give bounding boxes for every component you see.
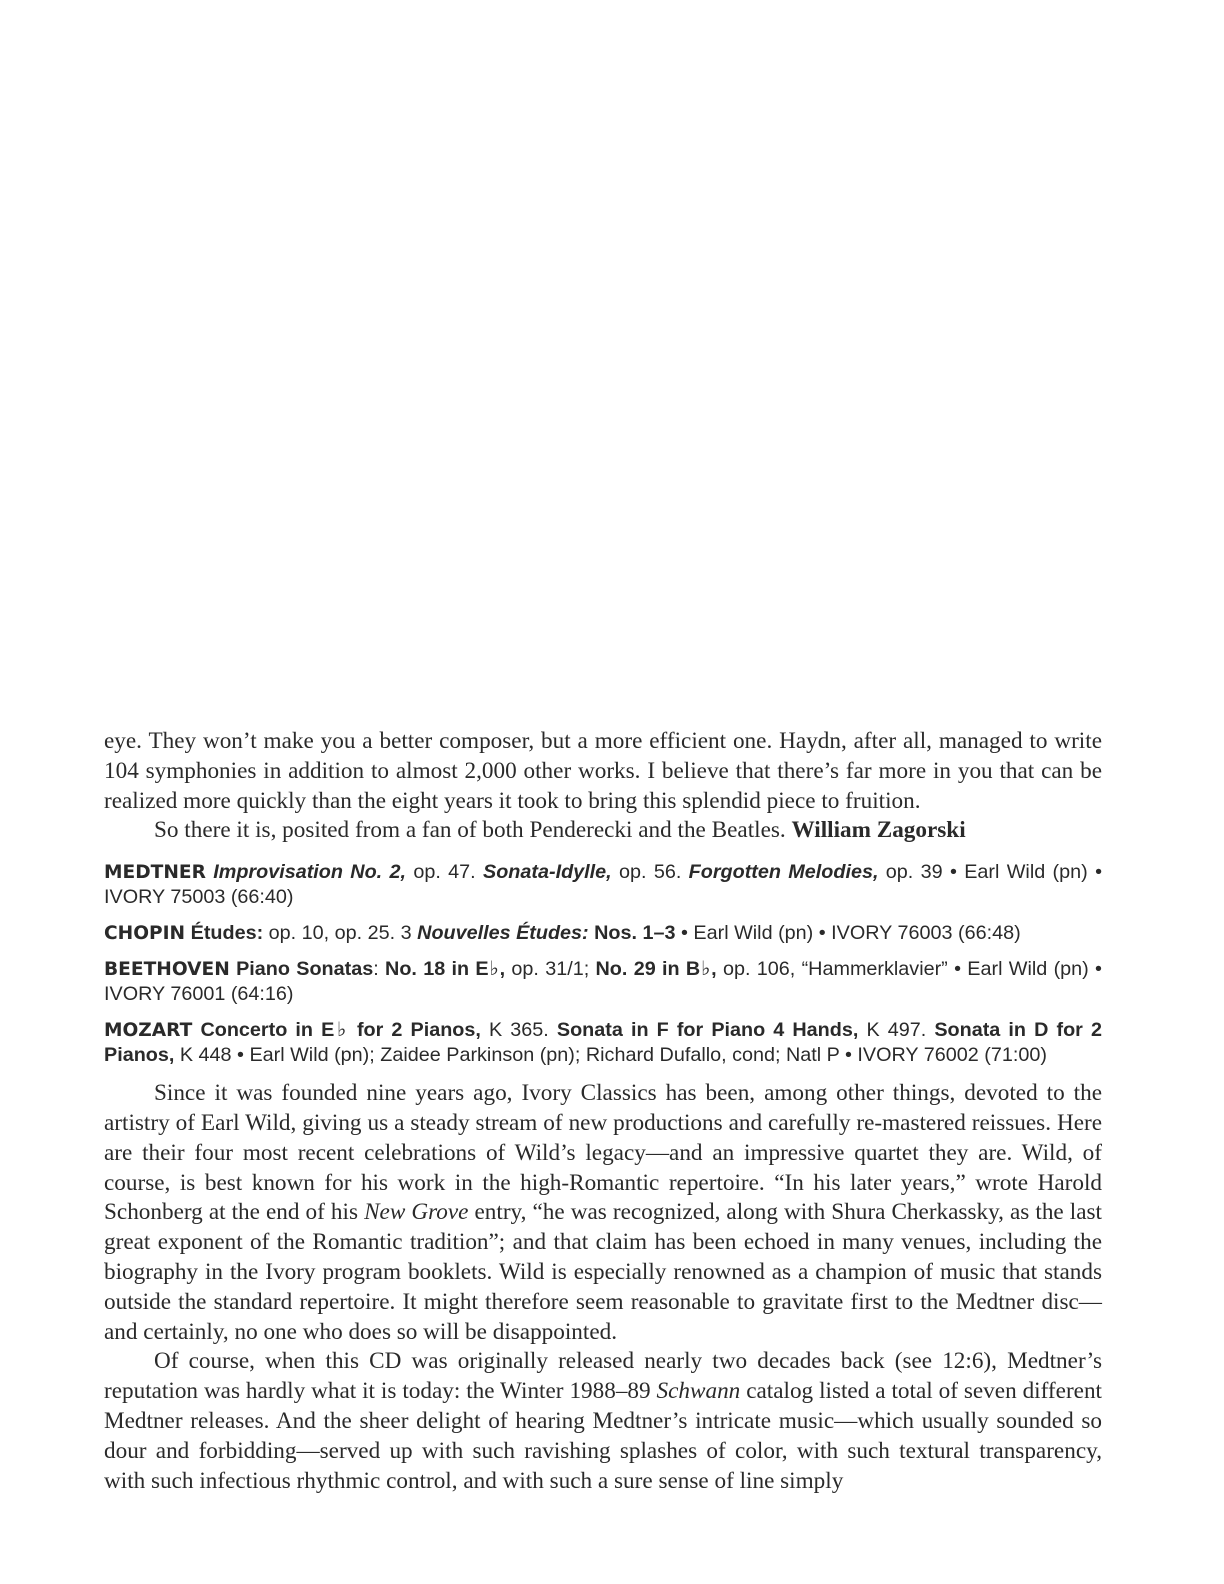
text-run: Piano Sonatas (236, 958, 374, 981)
text-run: op. 47. (406, 861, 484, 884)
text-run: op. 39 • Earl Wild (pn) • IVORY 75003 (66:40) (104, 861, 1103, 909)
text-run: Nos. 1–3 (594, 922, 676, 945)
text-run: : (373, 958, 386, 981)
composer-name: BEETHOVEN (104, 959, 230, 981)
text-run: No. 29 in B♭, (595, 958, 717, 981)
text-run: Sonata in F for Piano 4 Hands, (556, 1019, 859, 1042)
document-page (104, 727, 1102, 1496)
text-run: entry, “he was recognized, along with Shura Cherkassky, as the last great exponent of the Romantic tradition”; and that claim has been echoed in many venues, including the biography in the Ivory program booklets. Wild is especially renowned as a champion of music that stands outside the standard repertoire. It might therefore seem reasonable to gravitate first to the Medtner disc—and certainly, no one who does so will be disappointed. (104, 1199, 1102, 1345)
text-run: op. 31/1; (505, 958, 596, 981)
text-run: Improvisation No. 2, (213, 861, 406, 884)
review2-paragraph-1 (104, 1079, 1102, 1347)
review1-paragraph-2 (104, 816, 1102, 846)
text-run: K 497. (858, 1019, 935, 1042)
headnote (104, 860, 1102, 910)
text-run: Forgotten Melodies, (688, 861, 879, 884)
text-run: Schwann (656, 1378, 741, 1405)
text-run: Since it was founded nine years ago, Ivory Classics has been, among other things, devoted to the artistry of Earl Wild, giving us a steady stream of new productions and carefully re-mastered reissues. Here are their four most recent celebrations of Wild’s legacy—and an impressive quartet they are. Wild, of course, is best known for his work in the high-Romantic repertoire. “In his later years,” wrote Harold Schonberg at the end of his (104, 1080, 1102, 1226)
text-run: Nouvelles Études: (417, 922, 589, 945)
review2-paragraph-2 (104, 1347, 1102, 1496)
headnote (104, 921, 1102, 946)
text-run: No. 18 in E♭, (385, 958, 506, 981)
composer-name: MOZART (104, 1020, 193, 1042)
text-run: Concerto in E♭ for 2 Pianos, (200, 1019, 481, 1042)
review1-closing-text: So there it is, posited from a fan of both Penderecki and the Beatles. (154, 817, 786, 844)
text-run: K 365. (480, 1019, 557, 1042)
composer-name: MEDTNER (104, 862, 206, 884)
text-run: Of course, when this CD was originally released nearly two decades back (see 12:6), Medtner’s reputation was hardly what it is today: the Winter 1988–89 (104, 1348, 1102, 1405)
headnote (104, 957, 1102, 1007)
text-run: New Grove (364, 1199, 469, 1226)
text-run: K 448 • Earl Wild (pn); Zaidee Parkinson (pn); Richard Dufallo, cond; Natl P • IVORY 76002 (71:00) (174, 1044, 1047, 1067)
text-run: Sonata in D for 2 Pianos, (104, 1019, 1102, 1067)
headnote (104, 1018, 1102, 1068)
text-run: • Earl Wild (pn) • IVORY 76003 (66:48) (675, 922, 1021, 945)
text-run: op. 10, op. 25. 3 (263, 922, 418, 945)
text-run: Études: (190, 922, 264, 945)
headnotes (104, 860, 1102, 1068)
composer-name: CHOPIN (104, 923, 186, 945)
text-run: op. 56. (611, 861, 689, 884)
text-run: op. 106, “Hammerklavier” • Earl Wild (pn) • IVORY 76001 (64:16) (104, 958, 1102, 1006)
review1-paragraph-1: eye. They won’t make you a better composer, but a more efficient one. Haydn, after all, managed to write 104 symphonies in addition to almost 2,000 other works. I believe that there’s far more in you that can be realized more quickly than the eight years it took to bring this splendid piece to fruition. (104, 728, 1102, 814)
text-run: catalog listed a total of seven different Medtner releases. And the sheer delight of hearing Medtner’s intricate music—which usually sounded so dour and forbidding—served up with such ravishing splashes of color, with such textural transparency, with such infectious rhythmic control, and with such a sure sense of line simply (104, 1378, 1102, 1494)
reviewer-signature: William Zagorski (791, 817, 966, 844)
text-run: Sonata-Idylle, (483, 861, 612, 884)
